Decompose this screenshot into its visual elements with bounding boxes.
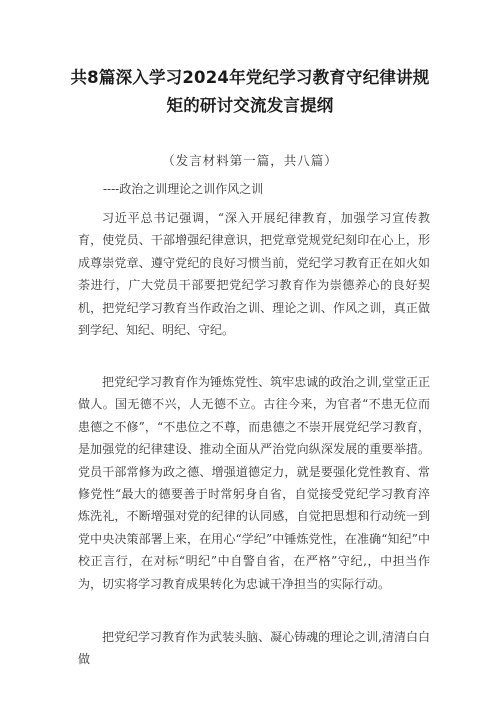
document-subtitle: （发言材料第一篇，共八篇） — [162, 153, 338, 168]
paragraph-3: 把党纪学习教育作为武装头脑、凝心铸魂的理论之训,清清白白做 — [78, 630, 430, 667]
paragraph-2: 把党纪学习教育作为锤炼党性、筑牢忠诚的政治之训,堂堂正正做人。国无德不兴，人无德不立。古往今来，为官者“不患无位而患德之不修”，“不患位之不尊，而患德之不崇开展党纪学习教育，是加强党的纪律建设、推动全面从严治党向纵深发展的重要举措。党员干部常修为政之德、增强道德定力，就是要强化党性教育、常修党性“最大的德要善于时常躬身自省，自觉接受党纪学习教育淬炼洗礼，不断增强对党的纪律的认同感，自觉把思想和行动统一到党中央决策部署上来，在用心“学纪”中锤炼党性，在准确“知纪”中校正言行，在对标“明纪”中自警自省，在严格”守纪,，中担当作为，切实将学习教育成果转化为忠诚干净担当的实际行动。 — [78, 375, 430, 591]
document-title-line-2: 矩的研讨交流发言提纲 — [166, 96, 334, 115]
paragraph-1: 习近平总书记强调，“深入开展纪律教育，加强学习宣传教育，使党员、干部增强纪律意识，把党章党规党纪刻印在心上，形成尊崇党章、遵守党纪的良好习惯当前，党纪学习教育正在如火如荼进行，广大党员干部要把党纪学习教育作为崇德养心的良好契机，把党纪学习教育当作政治之训、理论之训、作风之训，真正做到学纪、知纪、明纪、守纪。 — [78, 211, 430, 338]
document-title-line-1: 共8篇深入学习2024年党纪学习教育守纪律讲规 — [70, 68, 430, 87]
section-heading: ----政治之训理论之训作风之训 — [103, 182, 264, 196]
